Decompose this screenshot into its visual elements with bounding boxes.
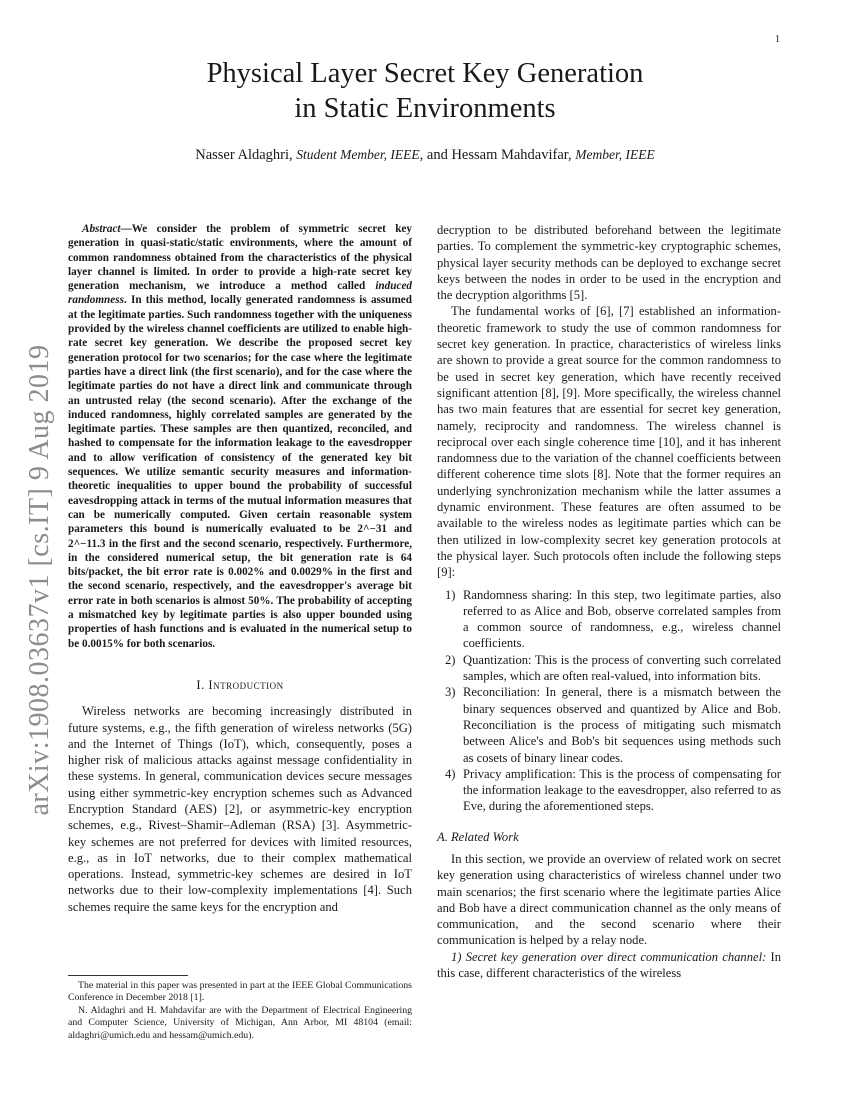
step-text: Reconciliation: In general, there is a mismatch between the binary sequences observed and quantized by Alice and Bob. Reconciliation is the process of mitigating such mismatch between Alice's and Bob's bit sequences using methods such as cosets of binary linear codes. — [463, 685, 781, 765]
title-line-2: in Static Environments — [294, 93, 556, 124]
subsubsection-label: 1) Secret key generation over direct communication channel: — [451, 949, 767, 964]
author-line — [0, 147, 850, 164]
abstract-label: Abstract — [82, 223, 121, 235]
step-item — [437, 587, 781, 652]
step-text: Randomness sharing: In this step, two legitimate parties, also referred to as Alice and Bob, observe correlated samples from a common source of randomness, e.g., wireless channel coefficients. — [463, 587, 781, 651]
step-number: 4) — [445, 766, 456, 781]
step-item — [437, 652, 781, 685]
step-text: Quantization: This is the process of converting such correlated samples, which are often real-valued, into information bits. — [463, 652, 781, 684]
abstract — [68, 222, 412, 651]
step-number: 3) — [445, 685, 456, 700]
paragraph-fundamental-works: The fundamental works of [6], [7] established an information-theoretic framework to study the use of common randomness for secret key generation. In practice, characteristics of wireless links are shown to provide a great source for the common randomness to be used in secret key generation, which have recently received significant attention [8], [9]. More specifically, the wireless channel has two main features that are essential for secret key generation, namely, reciprocity and randomness. The wireless channel is reciprocal over each single coherence time [10], and it has inherent randomness due to the variation of the channel coefficients between different coherence time slots [8]. Note that the former requires an underlying synchronization mechanism while the latter assumes a dynamic environment. These features are often assumed to be available to the wireless nodes as legitimate parties which can be then utilized in low-complexity secret key generation protocols at the physical layer. Such protocols often include the following steps [9]: — [437, 304, 781, 580]
section-heading-introduction — [68, 677, 412, 693]
continued-paragraph: decryption to be distributed beforehand between the legitimate parties. To complement the symmetric-key cryptographic schemes, physical layer security methods can be deployed to exchange secret keys between the nodes in order to be used in the encryption and the decryption algorithms [5]. — [437, 223, 781, 303]
step-item — [437, 684, 781, 765]
footnote-1: The material in this paper was presented in part at the IEEE Global Communications Conference in December 2018 [1]. — [68, 980, 412, 1004]
intro-paragraph: Wireless networks are becoming increasingly distributed in future systems, e.g., the fifth generation of wireless networks (5G) and the Internet of Things (IoT), which, consequently, poses a higher risk of malicious attacks against message confidentiality in these systems. In general, communication devices secure messages using either symmetric-key encryption schemes such as Advanced Encryption Standard (AES) [2], or asymmetric-key encryption schemes, e.g., Rivest–Shamir–Adleman (RSA) [3]. Asymmetric-key schemes are not preferred for devices with limited resources, e.g., as in IoT networks, due to their complex mathematical operations. Instead, symmetric-key schemes are desired in IoT networks due to their low-complexity implementations [4]. Such schemes require the same keys for the encryption and — [68, 704, 412, 914]
author-1-role: Student Member, IEEE — [296, 147, 420, 162]
paragraph-direct-channel — [437, 949, 781, 982]
step-item — [437, 766, 781, 815]
author-connector: , and Hessam Mahdavifar, — [419, 147, 572, 163]
protocol-steps-list — [437, 587, 781, 815]
section-number: I. — [196, 677, 205, 692]
abstract-text-2: . In this method, locally generated randomness is assumed at the legitimate parties. Such randomness together with the uniqueness provided by the wireless channel coefficients are utilized to enable high-rate secret key generation. We describe the proposed secret key generation protocol for two scenarios; for the case where the legitimate parties have a direct link (the first scenario), and for the case where the legitimate parties do not have a direct link and communicate through an untrusted relay (the second scenario). After the exchange of the induced randomness, highly correlated samples are generated by the legitimate parties. These samples are then quantized, reconciled, and hashed to compensate for the information leakage to the eavesdropper and to allow verification of consistency of the generated key bit sequences. We utilize semantic security measures and information-theoretic inequalities to upper bound the probability of successful eavesdropping attack in terms of the mutual information measures that can be numerically computed. Given certain reasonable system parameters this bound is numerically evaluated to be 2^−31 and 2^−11.3 in the first and the second scenario, respectively. Furthermore, in the considered numerical setup, the bit generation rate is 64 bits/packet, the bit error rate is 0.002% and 0.0029% in the first and the second scenario, respectively, and the eavesdropper's average bit error rate in both scenarios is almost 50%. The probability of accepting a mismatched key by legitimate parties is also upper bounded using properties of hash functions and is evaluated in the numerical setup to be 0.0015% for both scenarios. — [68, 294, 412, 650]
right-column — [437, 222, 781, 981]
footnotes — [68, 975, 412, 1042]
section-title: Introduction — [208, 677, 284, 692]
subsubsection-text: In this case, different characteristics of the wireless — [437, 949, 781, 981]
abstract-term: induced randomness — [68, 280, 412, 307]
step-text: Privacy amplification: This is the process of compensating for the information leakage to the eavesdropper, also referred to as Eve, during the aforementioned steps. — [463, 766, 781, 814]
title-line-1: Physical Layer Secret Key Generation — [206, 58, 644, 89]
left-column — [68, 222, 412, 915]
page-number: 1 — [775, 34, 780, 45]
author-1: Nasser Aldaghri, — [195, 147, 293, 163]
footnote-divider — [68, 975, 188, 976]
step-number: 2) — [445, 652, 456, 667]
subsection-heading-related-work: A. Related Work — [437, 829, 519, 844]
paper-title — [0, 56, 850, 126]
author-2-role: Member, IEEE — [575, 147, 655, 162]
step-number: 1) — [445, 587, 456, 602]
abstract-text-1: —We consider the problem of symmetric secret key generation in quasi-static/static environments, where the amount of common randomness obtained from the characteristics of the physical layer channel is limited. In order to provide a high-rate secret key generation mechanism, we introduce a method called — [68, 223, 412, 293]
arxiv-stamp: arXiv:1908.03637v1 [cs.IT] 9 Aug 2019 — [24, 344, 55, 816]
footnote-2: N. Aldaghri and H. Mahdavifar are with the Department of Electrical Engineering and Computer Science, University of Michigan, Ann Arbor, MI 48104 (email: aldaghri@umich.edu and hessam@umich.edu). — [68, 1004, 412, 1041]
paragraph-related-work: In this section, we provide an overview of related work on secret key generation using characteristics of wireless channel under two main scenarios; the first scenario where the legitimate parties Alice and Bob have a direct communication channel as the only means of communication, and the second scenario where their communication is helped by a relay node. — [437, 851, 781, 948]
